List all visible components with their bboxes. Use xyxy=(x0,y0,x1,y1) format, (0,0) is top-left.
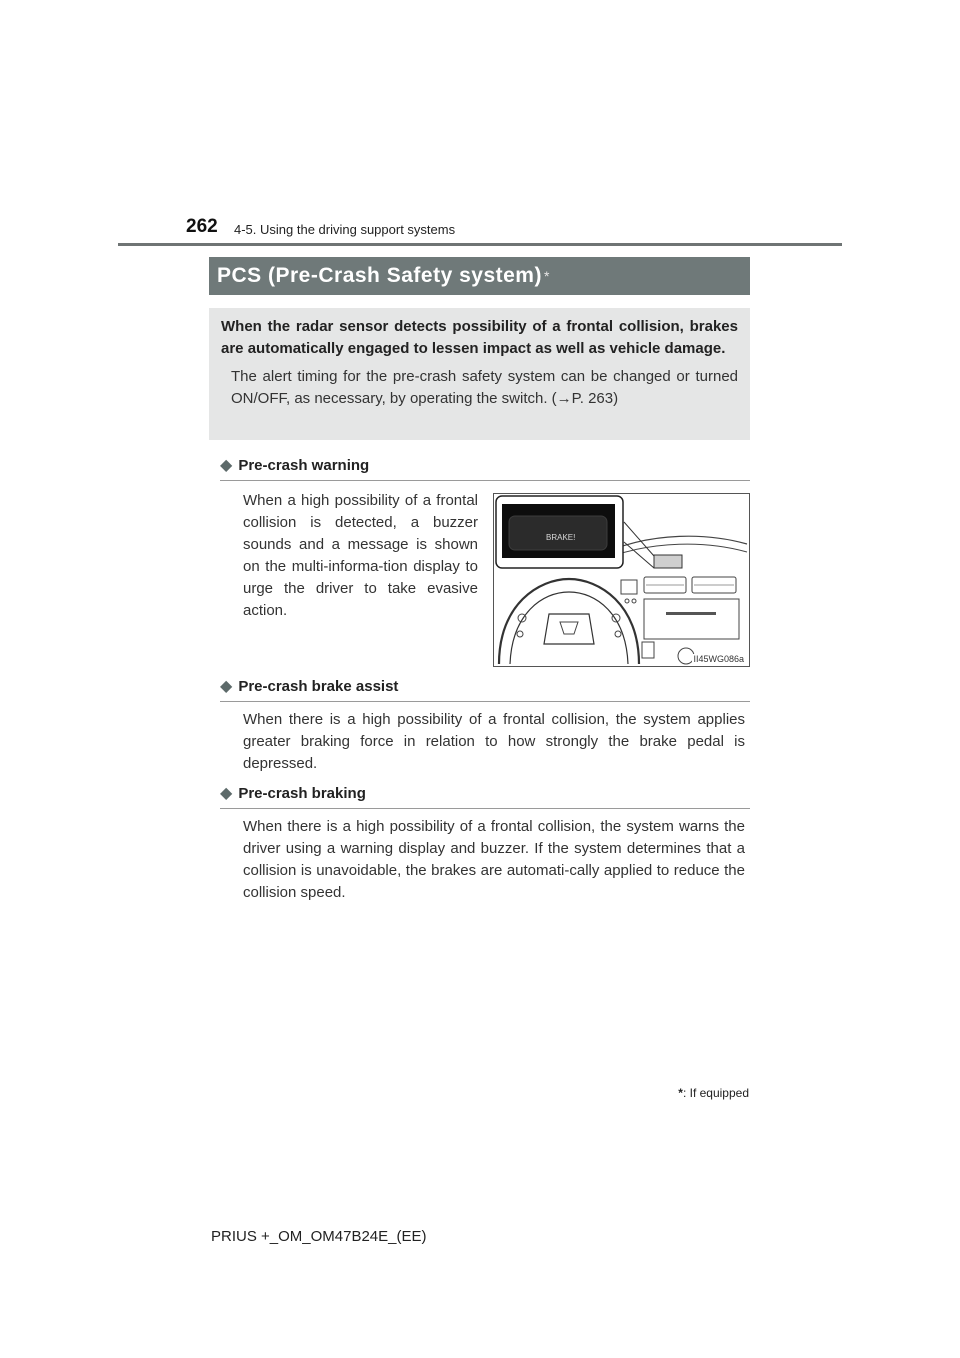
section-heading-pre-crash-braking xyxy=(220,785,750,809)
header-rule xyxy=(118,243,842,246)
footnote xyxy=(678,1086,749,1100)
title-bar xyxy=(209,257,750,295)
section-heading-label: Pre-crash braking xyxy=(238,785,366,802)
diamond-bullet-icon: ◆ xyxy=(220,678,233,695)
asterisk-icon: * xyxy=(543,268,550,284)
figure-code: II45WG086a xyxy=(693,654,744,664)
footnote-text: : If equipped xyxy=(682,1086,749,1100)
display-message: BRAKE! xyxy=(546,533,576,542)
intro-summary: When the radar sensor detects possibility of a frontal collision, brakes are automatically engaged to lessen impact as well as vehicle damage. xyxy=(221,318,738,357)
intro-box xyxy=(209,308,750,440)
section-heading-pre-crash-brake-assist xyxy=(220,678,750,702)
document-id: PRIUS +_OM_OM47B24E_(EE) xyxy=(211,1228,427,1245)
intro-note: The alert timing for the pre-crash safety system can be changed or turned ON/OFF, as necessary, by operating the switch. (→P. 263) xyxy=(231,368,738,407)
section-heading-label: Pre-crash warning xyxy=(238,457,370,474)
section-body-pre-crash-brake-assist: When there is a high possibility of a frontal collision, the system applies greater braking force in relation to how strongly the brake pedal is depressed. xyxy=(243,711,745,772)
diamond-bullet-icon: ◆ xyxy=(220,457,233,474)
asterisk-icon: * xyxy=(678,1086,683,1100)
section-heading-label: Pre-crash brake assist xyxy=(238,678,399,695)
section-heading-pre-crash-warning xyxy=(220,457,750,481)
page-title: PCS (Pre-Crash Safety system) xyxy=(217,264,542,287)
section-reference: 4-5. Using the driving support systems xyxy=(234,222,456,237)
dashboard-illustration xyxy=(493,493,750,667)
page-number: 262 xyxy=(186,216,218,237)
section-body-pre-crash-braking: When there is a high possibility of a frontal collision, the system warns the driver using a warning display and buzzer. If the system determines that a collision is unavoidable, the brakes are automati-cally applied to reduce the collision speed. xyxy=(243,818,745,901)
section-body-pre-crash-warning: When a high possibility of a frontal collision is detected, a buzzer sounds and a message is shown on the multi-informa-tion display to urge the driver to take evasive action. xyxy=(243,492,478,619)
diamond-bullet-icon: ◆ xyxy=(220,785,233,802)
